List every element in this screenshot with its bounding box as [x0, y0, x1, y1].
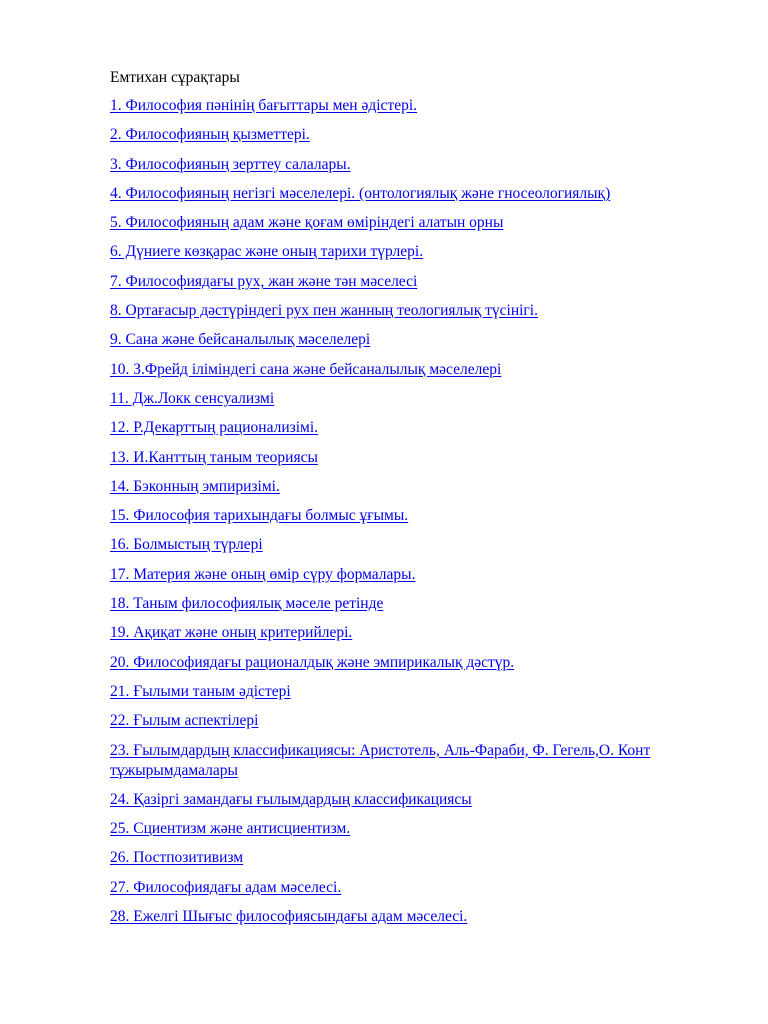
- list-item: [110, 389, 710, 409]
- list-item: [110, 878, 710, 898]
- question-list: [110, 96, 710, 927]
- question-link[interactable]: 1. Философия пәнінің бағыттары мен әдістері.: [110, 97, 418, 114]
- list-item: [110, 653, 710, 673]
- question-link[interactable]: 26. Постпозитивизм: [110, 849, 244, 867]
- question-link[interactable]: 7. Философиядағы рух, жан және тән мәселесі: [110, 272, 418, 290]
- question-link[interactable]: 13. И.Канттың таным теориясы: [110, 448, 318, 466]
- list-item: [110, 907, 710, 927]
- list-item: [110, 711, 710, 731]
- list-item: [110, 535, 710, 555]
- list-item: [110, 741, 710, 781]
- list-item: [110, 682, 710, 702]
- question-link[interactable]: 28. Ежелгі Шығыс философиясындағы адам мәселесі.: [110, 908, 468, 926]
- list-item: [110, 594, 710, 614]
- list-item: [110, 448, 710, 468]
- question-link[interactable]: 4. Философияның негізгі мәселелері. (онтологиялық және гносеологиялық): [110, 184, 611, 202]
- question-link[interactable]: 15. Философия тарихындағы болмыс ұғымы.: [110, 507, 409, 525]
- list-item: [110, 242, 710, 262]
- question-link[interactable]: 24. Қазіргі замандағы ғылымдардың классификациясы: [110, 790, 472, 808]
- list-item: [110, 213, 710, 233]
- question-link[interactable]: 12. Р.Декарттың рационализімі.: [110, 419, 319, 437]
- list-item: [110, 506, 710, 526]
- list-item: [110, 565, 710, 585]
- page-title: Емтихан сұрақтары: [110, 69, 240, 86]
- question-link[interactable]: 18. Таным философиялық мәселе ретінде: [110, 595, 384, 613]
- question-link[interactable]: 2. Философияның қызметтері.: [110, 126, 310, 144]
- list-item: [110, 790, 710, 810]
- question-link[interactable]: 16. Болмыстың түрлері: [110, 536, 263, 554]
- list-item: [110, 477, 710, 497]
- list-item: [110, 418, 710, 438]
- document-page: [110, 68, 710, 936]
- question-link[interactable]: 5. Философияның адам және қоғам өміріндегі алатын орны: [110, 214, 504, 232]
- list-item: [110, 301, 710, 321]
- list-item: [110, 360, 710, 380]
- question-link[interactable]: 19. Ақиқат және оның критерийлері.: [110, 624, 353, 642]
- question-link[interactable]: 25. Сциентизм және антисциентизм.: [110, 820, 351, 838]
- question-link[interactable]: 17. Материя және оның өмір сүру формалары.: [110, 565, 416, 583]
- question-link[interactable]: 11. Дж.Локк сенсуализмі: [110, 389, 275, 407]
- list-item: [110, 125, 710, 145]
- question-link[interactable]: 22. Ғылым аспектілері: [110, 712, 259, 730]
- list-item: [110, 155, 710, 175]
- question-link[interactable]: 8. Ортағасыр дәстүріндегі рух пен жанның теологиялық түсінігі.: [110, 302, 538, 320]
- list-item: [110, 819, 710, 839]
- list-item: [110, 96, 710, 116]
- list-item: [110, 184, 710, 204]
- question-link[interactable]: 27. Философиядағы адам мәселесі.: [110, 878, 342, 896]
- question-link[interactable]: 21. Ғылыми таным әдістері: [110, 682, 291, 700]
- question-link[interactable]: 20. Философиядағы рационалдық және эмпирикалық дәстүр.: [110, 653, 515, 671]
- question-link[interactable]: 9. Сана және бейсаналылық мәселелері: [110, 331, 371, 349]
- list-item: [110, 330, 710, 350]
- question-link[interactable]: 23. Ғылымдардың классификациясы: Аристотель, Аль-Фараби, Ф. Гегель,О. Конт тұжырымдамалары: [110, 741, 651, 779]
- list-item: [110, 623, 710, 643]
- list-item: [110, 272, 710, 292]
- list-item: [110, 848, 710, 868]
- question-link[interactable]: 10. З.Фрейд іліміндегі сана және бейсаналылық мәселелері: [110, 360, 502, 378]
- question-link[interactable]: 6. Дүниеге көзқарас және оның тарихи түрлері.: [110, 243, 424, 261]
- question-link[interactable]: 3. Философияның зерттеу салалары.: [110, 155, 351, 173]
- question-link[interactable]: 14. Бэконның эмпиризімі.: [110, 477, 280, 495]
